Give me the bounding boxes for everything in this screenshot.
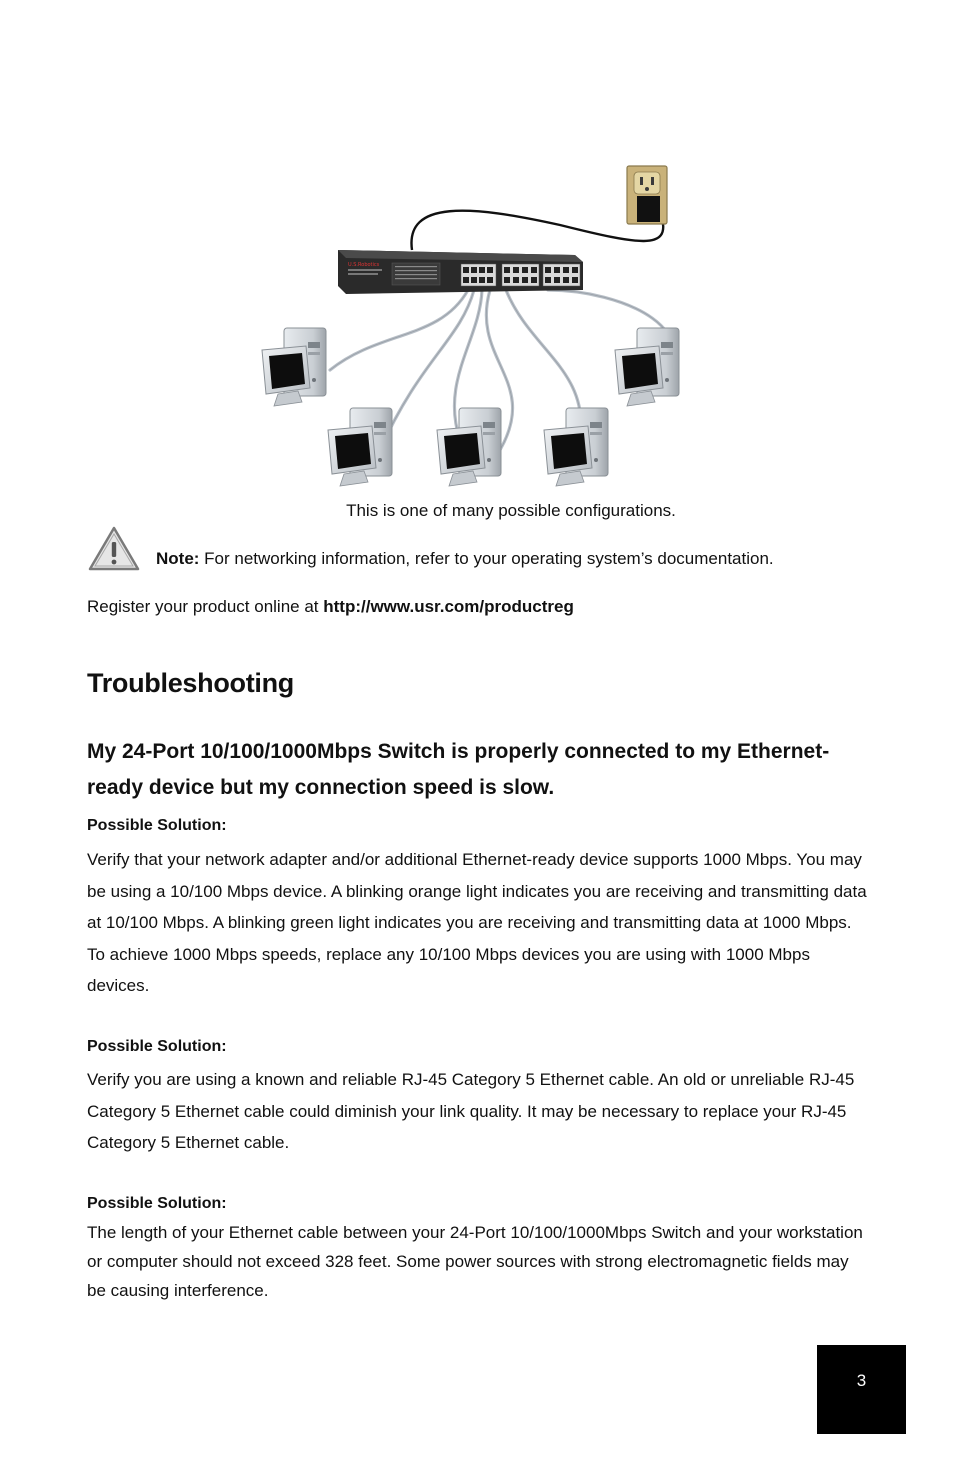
warning-triangle-icon bbox=[88, 525, 140, 571]
register-url-link[interactable]: http://www.usr.com/productreg bbox=[323, 597, 574, 616]
computer-1 bbox=[262, 328, 326, 406]
network-configuration-diagram bbox=[250, 160, 710, 495]
register-line bbox=[87, 597, 574, 617]
solution-3-text: The length of your Ethernet cable between your 24-Port 10/100/1000Mbps Switch and your workstation or computer should not exceed 328 feet. Some power sources with strong electromagnetic fields may be causing interference. bbox=[87, 1223, 863, 1300]
wall-outlet bbox=[627, 166, 667, 224]
solution-1-text: Verify that your network adapter and/or additional Ethernet-ready device supports 1000 Mbps. You may be using a 10/100 Mbps device. A blinking orange light indicates you are receiving and transmitting data at 10/100 Mbps. A blinking green light indicates you are receiving and transmitting data at 1000 Mbps. To achieve 1000 Mbps speeds, replace any 10/100 Mbps devices you are using with 1000 Mbps devices. bbox=[87, 850, 867, 996]
solution-3-label: Possible Solution: bbox=[87, 1195, 227, 1212]
network-switch bbox=[338, 250, 583, 294]
page-number-box bbox=[817, 1345, 906, 1434]
note-text bbox=[156, 549, 774, 569]
section-title: Troubleshooting bbox=[87, 668, 294, 698]
note-body: For networking information, refer to your operating system’s documentation. bbox=[199, 549, 774, 568]
note-block bbox=[88, 525, 888, 575]
computer-2 bbox=[328, 408, 392, 486]
page-number: 3 bbox=[856, 1371, 867, 1390]
solution-1-label: Possible Solution: bbox=[87, 817, 227, 834]
computer-4 bbox=[544, 408, 608, 486]
solution-2-text: Verify you are using a known and reliable RJ-45 Category 5 Ethernet cable. An old or unreliable RJ-45 Category 5 Ethernet cable could diminish your link quality. It may be necessary to replace your RJ-45 Category 5 Ethernet cable. bbox=[87, 1070, 855, 1153]
computer-5 bbox=[615, 328, 679, 406]
solution-2-label: Possible Solution: bbox=[87, 1038, 227, 1055]
computer-3 bbox=[437, 408, 501, 486]
note-label: Note: bbox=[156, 549, 200, 568]
register-prefix: Register your product online at bbox=[87, 597, 324, 616]
problem-heading: My 24-Port 10/100/1000Mbps Switch is properly connected to my Ethernet-ready device but my connection speed is slow. bbox=[87, 740, 830, 799]
figure-caption: This is one of many possible configurations. bbox=[346, 501, 676, 520]
switch-brand: U.S.Robotics bbox=[348, 262, 380, 268]
